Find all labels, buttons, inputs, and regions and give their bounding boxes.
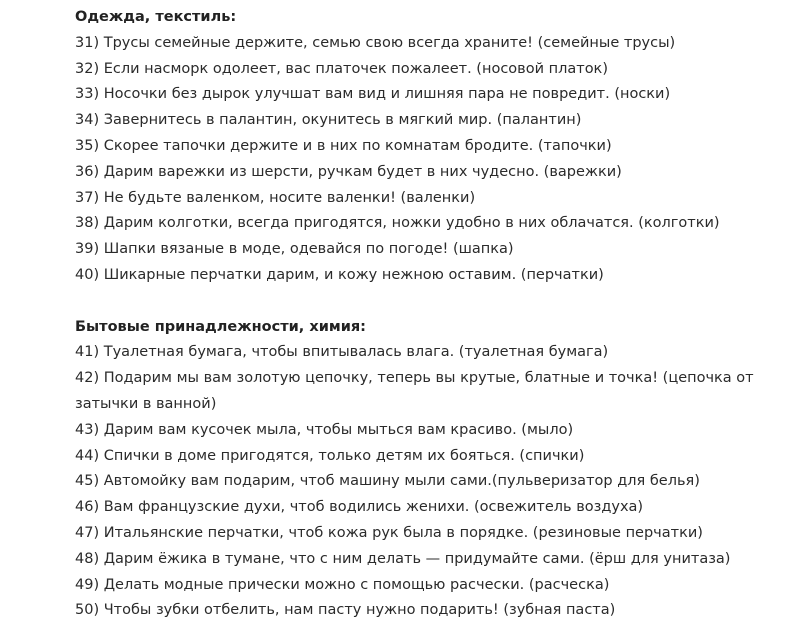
list-item: 38) Дарим колготки, всегда пригодятся, ножки удобно в них облачатся. (колготки) <box>75 215 720 232</box>
article-content <box>75 5 780 624</box>
section-heading-household: Бытовые принадлежности, химия: <box>75 318 366 335</box>
list-item: 39) Шапки вязаные в моде, одевайся по погоде! (шапка) <box>75 241 514 258</box>
section-heading-clothing: Одежда, текстиль: <box>75 9 237 25</box>
list-item: 44) Спички в доме пригодятся, только детям их бояться. (спички) <box>75 447 585 464</box>
list-item: 49) Делать модные прически можно с помощью расчески. (расческа) <box>75 576 610 593</box>
list-item: 33) Носочки без дырок улучшат вам вид и лишняя пара не повредит. (носки) <box>75 86 671 103</box>
list-item: 40) Шикарные перчатки дарим, и кожу нежною оставим. (перчатки) <box>75 266 604 283</box>
list-item: 47) Итальянские перчатки, чтоб кожа рук была в порядке. (резиновые перчатки) <box>75 524 703 541</box>
section-spacer <box>75 289 780 315</box>
list-item: 43) Дарим вам кусочек мыла, чтобы мыться вам красиво. (мыло) <box>75 421 574 438</box>
list-item: 35) Скорее тапочки держите и в них по комнатам бродите. (тапочки) <box>75 137 612 154</box>
list-item: 34) Завернитесь в палантин, окунитесь в мягкий мир. (палантин) <box>75 112 582 129</box>
list-item: 41) Туалетная бумага, чтобы впитывалась влага. (туалетная бумага) <box>75 344 609 361</box>
list-item: 50) Чтобы зубки отбелить, нам пасту нужно подарить! (зубная паста) <box>75 602 616 619</box>
list-item: 46) Вам французские духи, чтоб водились женихи. (освежитель воздуха) <box>75 499 644 516</box>
list-item: 32) Если насморк одолеет, вас платочек пожалеет. (носовой платок) <box>75 60 608 77</box>
list-item: 42) Подарим мы вам золотую цепочку, теперь вы крутые, блатные и точка! (цепочка от затычки в ванной) <box>75 370 754 412</box>
list-item: 31) Трусы семейные держите, семью свою всегда храните! (семейные трусы) <box>75 34 676 51</box>
list-item: 36) Дарим варежки из шерсти, ручкам будет в них чудесно. (варежки) <box>75 163 622 180</box>
list-item: 48) Дарим ёжика в тумане, что с ним делать — придумайте сами. (ёрш для унитаза) <box>75 550 731 567</box>
list-item: 37) Не будьте валенком, носите валенки! (валенки) <box>75 189 476 206</box>
list-item: 45) Автомойку вам подарим, чтоб машину мыли сами.(пульверизатор для белья) <box>75 473 700 490</box>
